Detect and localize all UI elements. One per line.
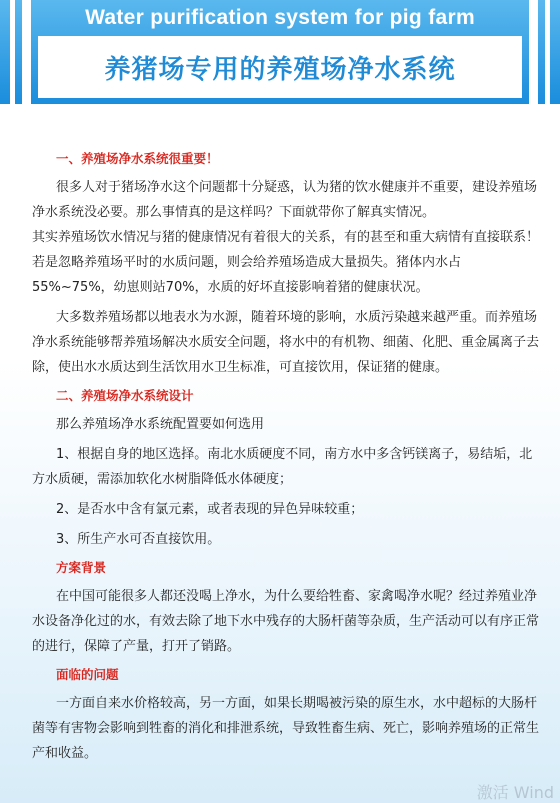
- article-body: [32, 148, 542, 766]
- section4-paragraph: 一方面自来水价格较高，另一方面，如果长期喝被污染的原生水，水中超标的大肠杆菌等有害物会影响到牲畜的消化和排泄系统，导致牲畜生病、死亡，影响养殖场的正常生产和收益。: [32, 696, 540, 761]
- activation-watermark: 激活 Wind: [476, 783, 554, 802]
- section3-heading: 方案背景: [56, 560, 107, 575]
- section2-item-3: 3、所生产水可否直接饮用。: [56, 532, 221, 547]
- section1-paragraph-1: 很多人对于猪场净水这个问题都十分疑惑，认为猪的饮水健康并不重要，建设养殖场净水系统没必要。那么事情真的是这样吗？下面就带你了解真实情况。: [32, 180, 538, 220]
- header-title-cn: 养猪场专用的养殖场净水系统: [104, 54, 456, 85]
- header-banner: [0, 0, 560, 120]
- section4-heading: 面临的问题: [56, 667, 119, 682]
- section2-intro: 那么养殖场净水系统配置要如何选用: [56, 417, 265, 432]
- section2-item-1: 1、根据自身的地区选择。南北水质硬度不同，南方水中多含钙镁离子，易结垢，北方水质硬，需添加软化水树脂降低水体硬度；: [32, 447, 533, 487]
- section1-heading: 一、养殖场净水系统很重要！: [56, 151, 219, 166]
- header-title-en: Water purification system for pig farm: [85, 6, 475, 29]
- section2-item-2: 2、是否水中含有氯元素，或者表现的异色异味较重；: [56, 502, 364, 517]
- section3-paragraph: 在中国可能很多人都还没喝上净水，为什么要给牲畜、家禽喝净水呢？经过养殖业净水设备净化过的水，有效去除了地下水中残存的大肠杆菌等杂质，生产活动可以有序正常的进行，保障了产量，打开了销路。: [32, 589, 540, 654]
- header-title-box: [38, 36, 522, 98]
- section2-heading: 二、养殖场净水系统设计: [56, 388, 194, 403]
- section1-paragraph-2: 其实养殖场饮水情况与猪的健康情况有着很大的关系，有的甚至和重大病情有直接联系！若是忽略养殖场平时的水质问题，则会给养殖场造成大量损失。猪体内水占55%~75%，幼崽则站70%，水质的好坏直接影响着猪的健康状况。: [32, 230, 540, 295]
- section1-paragraph-3: 大多数养殖场都以地表水为水源，随着环境的影响，水质污染越来越严重。而养殖场净水系统能够帮养殖场解决水质安全问题，将水中的有机物、细菌、化肥、重金属离子去除，使出水水质达到生活饮用水卫生标准，可直接饮用，保证猪的健康。: [32, 310, 540, 375]
